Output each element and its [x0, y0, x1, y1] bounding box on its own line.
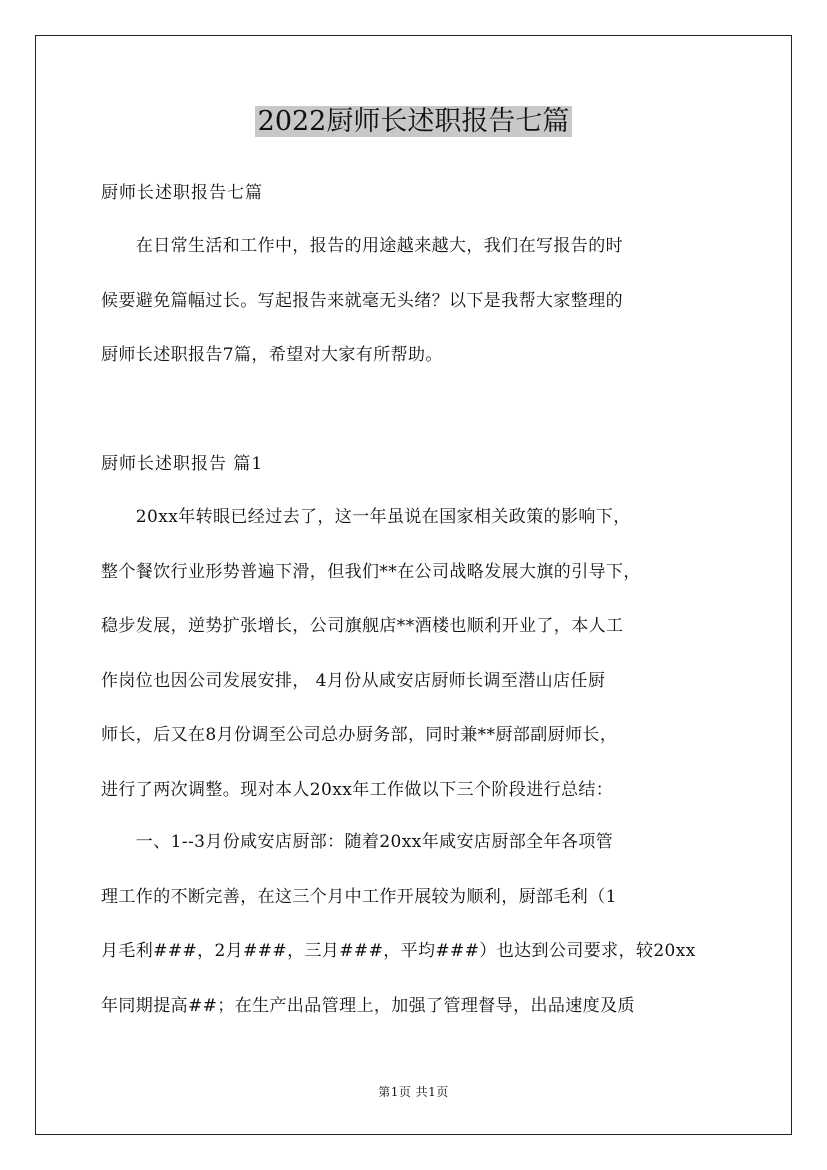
intro-paragraph: 在日常生活和工作中，报告的用途越来越大，我们在写报告的时 候要避免篇幅过长。写起报告来就毫无头绪？以下是我帮大家整理的 厨师长述职报告7篇，希望对大家有所帮助。	[101, 236, 623, 365]
document-subtitle: 厨师长述职报告七篇	[101, 183, 263, 203]
document-title	[0, 102, 827, 142]
section-paragraph: 一、1--3月份咸安店厨部：随着20xx年咸安店厨部全年各项管 理工作的不断完善，在这三个月中工作开展较为顺利，厨部毛利（1 月毛利###，2月###，三月###，平均###）也达到公司要求，较20xx 年同期提高##；在生产出品管理上，加强了管理督导，出品速度及质	[101, 832, 696, 1016]
section-paragraph: 20xx年转眼已经过去了，这一年虽说在国家相关政策的影响下， 整个餐饮行业形势普遍下滑，但我们**在公司战略发展大旗的引导下， 稳步发展，逆势扩张增长，公司旗舰店**酒楼也顺利开业了，本人工 作岗位也因公司发展安排， 4月份从咸安店厨师长调至潜山店任厨 师长，后又在8月份调至公司总办厨务部，同时兼**厨部副厨师长， 进行了两次调整。现对本人20xx年工作做以下三个阶段进行总结：	[101, 507, 641, 800]
page-footer: 第1页 共1页	[378, 1085, 449, 1099]
section-heading: 厨师长述职报告 篇1	[101, 454, 264, 474]
document-title-text: 2022厨师长述职报告七篇	[255, 106, 573, 137]
